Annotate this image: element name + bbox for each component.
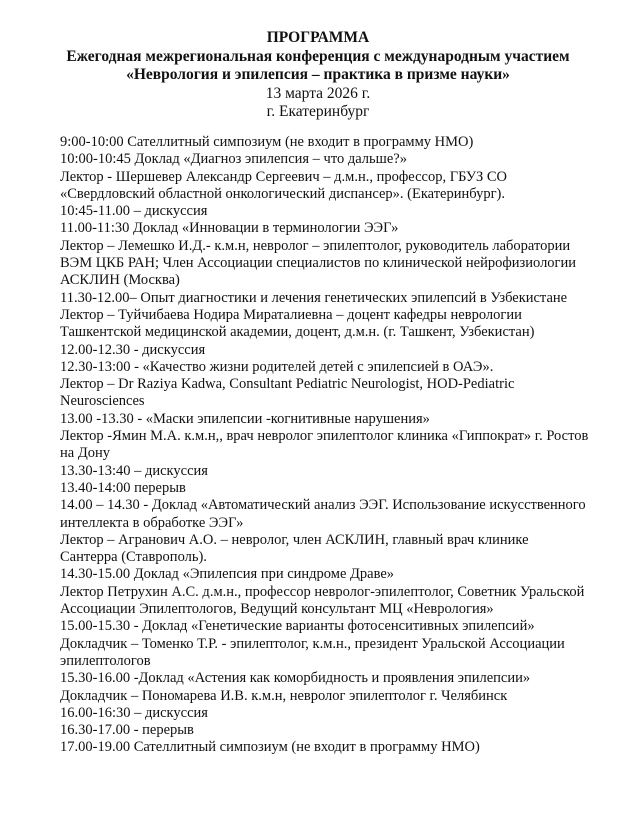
conference-date: 13 марта 2026 г. xyxy=(265,84,371,102)
schedule-line: Сантерра (Ставрополь). xyxy=(60,549,207,566)
schedule-line: 15.30-16.00 -Доклад «Астения как коморбидность и проявления эпилепсии» xyxy=(60,670,531,687)
schedule-line: Neurosciences xyxy=(60,393,145,410)
schedule-line: Докладчик – Пономарева И.В. к.м.н, невролог эпилептолог г. Челябинск xyxy=(60,687,508,704)
schedule-line: 11.00-11:30 Доклад «Инновации в терминологии ЭЭГ» xyxy=(60,220,399,237)
schedule-line: Докладчик – Томенко Т.Р. - эпилептолог, к.м.н., президент Уральской Ассоциации xyxy=(60,635,565,652)
schedule-line: Ассоциации Эпилептологов, Ведущий консультант МЦ «Неврология» xyxy=(60,601,494,618)
schedule-line: Лектор - Шершевер Александр Сергеевич – д.м.н., профессор, ГБУЗ СО xyxy=(60,168,508,185)
schedule-line: 14.00 – 14.30 - Доклад «Автоматический анализ ЭЭГ. Использование искусственного xyxy=(60,497,586,514)
schedule-line: 12.00-12.30 - дискуссия xyxy=(60,341,206,358)
schedule-line: Лектор – Dr Raziya Kadwa, Consultant Pediatric Neurologist, HOD-Pediatric xyxy=(60,376,515,393)
conference-name: «Неврология и эпилепсия – практика в призме науки» xyxy=(126,66,510,84)
schedule-line: интеллекта в обработке ЭЭГ» xyxy=(60,514,244,531)
schedule-line: Лектор – Туйчибаева Нодира Мираталиевна – доцент кафедры неврологии xyxy=(60,306,522,323)
schedule-line: 17.00-19.00 Сателлитный симпозиум (не входит в программу НМО) xyxy=(60,739,480,756)
schedule-line: 13.30-13:40 – дискуссия xyxy=(60,462,208,479)
schedule-line: эпилептологов xyxy=(60,652,151,669)
document-header xyxy=(0,29,636,122)
schedule-line: 13.40-14:00 перерыв xyxy=(60,479,186,496)
schedule-line: 15.00-15.30 - Доклад «Генетические варианты фотосенситивных эпилепсий» xyxy=(60,618,535,635)
schedule-line: на Дону xyxy=(60,445,110,462)
schedule-line: 16.00-16:30 – дискуссия xyxy=(60,704,208,721)
schedule-line: 13.00 -13.30 - «Маски эпилепсии -когнитивные нарушения» xyxy=(60,410,430,427)
schedule-line: ВЭМ ЦКБ РАН; Член Ассоциации специалистов по клинической нейрофизиологии xyxy=(60,255,577,272)
schedule-line: Ташкентской медицинской академии, доцент, д.м.н. (г. Ташкент, Узбекистан) xyxy=(60,324,535,341)
schedule-line: Лектор Петрухин А.С. д.м.н., профессор невролог-эпилептолог, Советник Уральской xyxy=(60,583,585,600)
document-title: ПРОГРАММА xyxy=(266,29,370,46)
conference-city: г. Екатеринбург xyxy=(266,103,370,121)
program-schedule xyxy=(60,134,604,777)
schedule-line: 16.30-17.00 - перерыв xyxy=(60,722,194,739)
schedule-line: АСКЛИН (Москва) xyxy=(60,272,180,289)
schedule-line: Лектор -Ямин М.А. к.м.н,, врач невролог эпилептолог клиника «Гиппократ» г. Ростов xyxy=(60,428,589,445)
schedule-line: «Свердловский областной онкологический диспансер». (Екатеринбург). xyxy=(60,185,505,202)
schedule-line: 10:00-10:45 Доклад «Диагноз эпилепсия – что дальше?» xyxy=(60,151,407,168)
conference-subtitle: Ежегодная межрегиональная конференция с международным участием xyxy=(66,47,570,65)
schedule-line: Лектор – Агранович А.О. – невролог, член АСКЛИН, главный врач клинике xyxy=(60,531,529,548)
schedule-line: 14.30-15.00 Доклад «Эпилепсия при синдроме Драве» xyxy=(60,566,395,583)
schedule-line: Лектор – Лемешко И.Д.- к.м.н, невролог – эпилептолог, руководитель лаборатории xyxy=(60,237,571,254)
schedule-line: 9:00-10:00 Сателлитный симпозиум (не входит в программу НМО) xyxy=(60,134,474,150)
schedule-line: 12.30-13:00 - «Качество жизни родителей детей с эпилепсией в ОАЭ». xyxy=(60,358,494,375)
schedule-line: 10:45-11.00 – дискуссия xyxy=(60,203,208,220)
schedule-line: 11.30-12.00– Опыт диагностики и лечения генетических эпилепсий в Узбекистане xyxy=(60,289,568,306)
